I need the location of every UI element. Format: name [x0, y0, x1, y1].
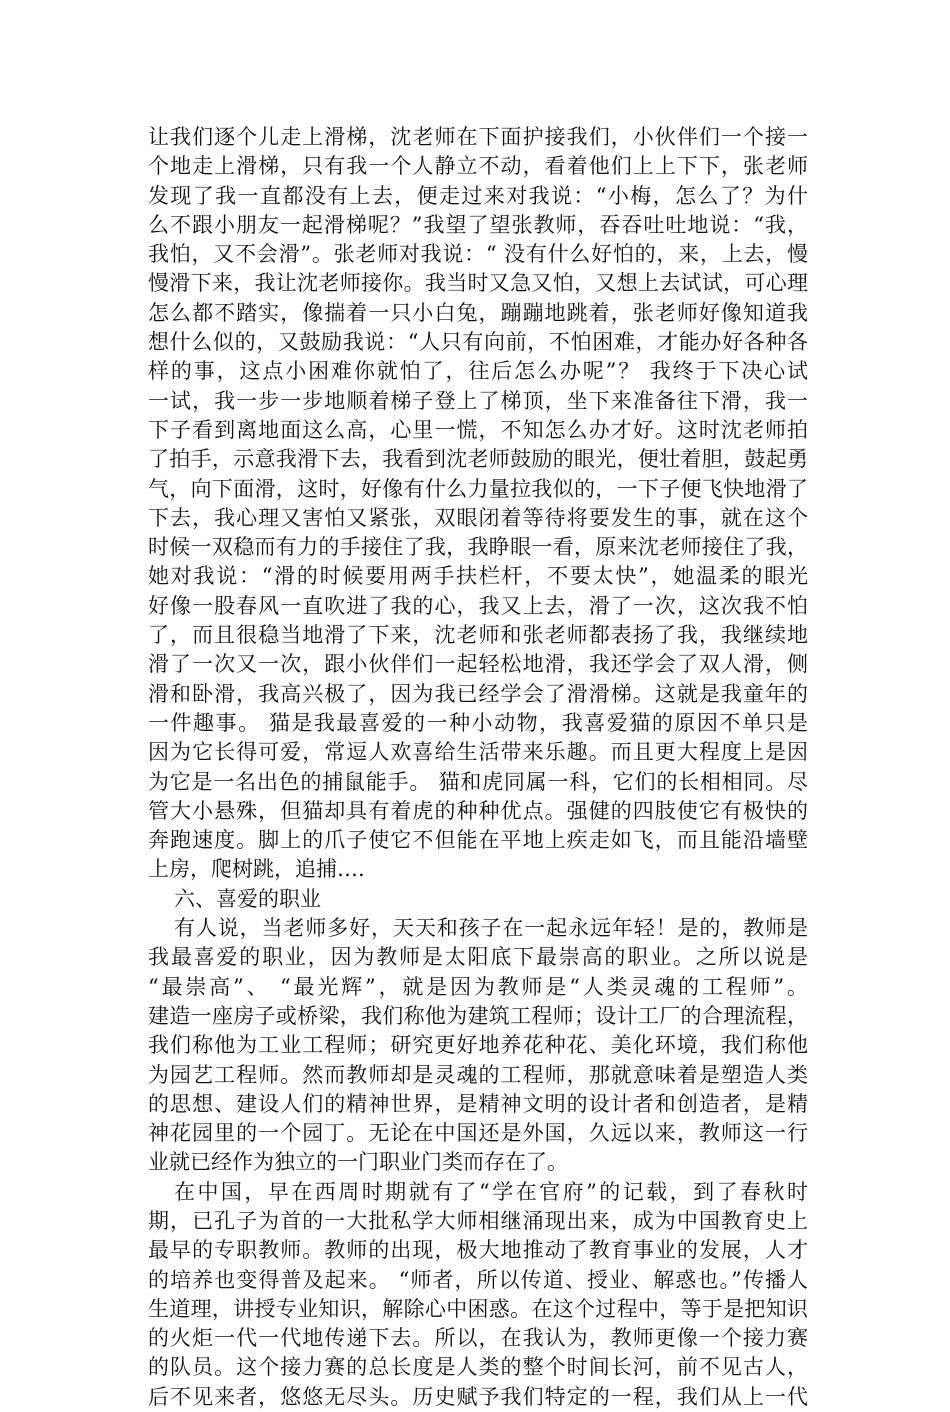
section-heading	[148, 885, 808, 914]
text-line: 的火炬一代一代地传递下去。所以，在我认为，教师更像一个接力赛	[148, 1326, 808, 1351]
text-line: 让我们逐个儿走上滑梯，沈老师在下面护接我们，小伙伴们一个接一	[148, 125, 808, 149]
text-line: 个地走上滑梯，只有我一个人静立不动，看着他们上上下下，张老师	[148, 154, 808, 179]
text-line: 下去，我心理又害怕又紧张，双眼闭着等待将要发生的事，就在这个	[148, 505, 808, 530]
text-line: 奔跑速度。脚上的爪子使它不但能在平地上疾走如飞，而且能沿墙壁	[148, 828, 808, 853]
text-line: 怎么都不踏实，像揣着一只小白兔，蹦蹦地跳着，张老师好像知道我	[148, 300, 808, 325]
text-line: 一试，我一步一步地顺着梯子登上了梯顶，坐下来准备往下滑，我一	[148, 388, 808, 413]
heading-line: 六、喜爱的职业	[174, 886, 321, 911]
text-line: 一件趣事。 猫是我最喜爱的一种小动物，我喜爱猫的原因不单只是	[148, 710, 808, 735]
text-line: 为它是一名出色的捕鼠能手。 猫和虎同属一科，它们的长相相同。尽	[148, 769, 808, 794]
text-line: 建造一座房子或桥梁，我们称他为建筑工程师；设计工厂的合理流程，	[148, 1003, 808, 1028]
text-line: 气，向下面滑，这时，好像有什么力量拉我似的，一下子便飞快地滑了	[148, 476, 808, 501]
text-line: 为园艺工程师。然而教师却是灵魂的工程师，那就意味着是塑造人类	[148, 1062, 808, 1087]
text-line: 的队员。这个接力赛的总长度是人类的整个时间长河，前不见古人，	[148, 1355, 808, 1380]
text-line: 在中国，早在西周时期就有了“学在官府”的记载，到了春秋时	[174, 1179, 808, 1204]
text-line: 管大小悬殊，但猫却具有着虎的种种优点。强健的四肢使它有极快的	[148, 798, 808, 823]
text-line: 了，而且很稳当地滑了下来，沈老师和张老师都表扬了我，我继续地	[148, 623, 808, 648]
text-line: “最崇高”、 “最光辉”，就是因为教师是“人类灵魂的工程师”。	[148, 974, 808, 999]
text-line: 样的事，这点小困难你就怕了，往后怎么办呢”？ 我终于下决心试	[148, 359, 808, 384]
text-line: 后不见来者，悠悠无尽头。历史赋予我们特定的一程，我们从上一代	[148, 1384, 808, 1409]
text-line: 时候一双稳而有力的手接住了我，我睁眼一看，原来沈老师接住了我，	[148, 535, 808, 560]
text-line: 的思想、建设人们的精神世界，是精神文明的设计者和创造者，是精	[148, 1091, 808, 1116]
text-line: 了拍手，示意我滑下去，我看到沈老师鼓励的眼光，便壮着胆，鼓起勇	[148, 447, 808, 472]
paragraph-slide-story	[148, 123, 808, 885]
text-line: 业就已经作为独立的一门职业门类而存在了。	[148, 1150, 568, 1175]
text-line: 期，已孔子为首的一大批私学大师相继涌现出来，成为中国教育史上	[148, 1208, 808, 1233]
paragraph-favorite-profession	[148, 914, 808, 1178]
text-line: 她对我说：“滑的时候要用两手扶栏杆，不要太快”，她温柔的眼光	[148, 564, 808, 589]
text-line: 神花园里的一个园丁。无论在中国还是外国，久远以来，教师这一行	[148, 1121, 808, 1146]
text-line: 我们称他为工业工程师；研究更好地养花种花、美化环境，我们称他	[148, 1033, 808, 1058]
text-line: 我最喜爱的职业，因为教师是太阳底下最崇高的职业。之所以说是	[148, 945, 808, 970]
text-line: 最早的专职教师。教师的出现，极大地推动了教育事业的发展，人才	[148, 1238, 808, 1263]
text-line: 因为它长得可爱，常逗人欢喜给生活带来乐趣。而且更大程度上是因	[148, 740, 808, 765]
text-line: 的培养也变得普及起来。 “师者，所以传道、授业、解惑也。”传播人	[148, 1267, 808, 1292]
text-line: 有人说，当老师多好，天天和孩子在一起永远年轻！是的，教师是	[174, 916, 808, 941]
text-line: 生道理，讲授专业知识，解除心中困惑。在这个过程中，等于是把知识	[148, 1296, 808, 1321]
paragraph-teacher-history	[148, 1178, 808, 1412]
text-line: 慢滑下来，我让沈老师接你。我当时又急又怕，又想上去试试，可心理	[148, 271, 808, 296]
text-line: 想什么似的，又鼓励我说：“人只有向前，不怕困难，才能办好各种各	[148, 330, 808, 355]
text-line: 好像一股春风一直吹进了我的心，我又上去，滑了一次，这次我不怕	[148, 593, 808, 618]
document-body	[148, 123, 808, 1412]
text-line: 滑和卧滑，我高兴极了，因为我已经学会了滑滑梯。这就是我童年的	[148, 681, 808, 706]
text-line: 下子看到离地面这么高，心里一慌，不知怎么办才好。这时沈老师拍	[148, 417, 808, 442]
text-line: 发现了我一直都没有上去，便走过来对我说：“小梅，怎么了？为什	[148, 183, 808, 208]
text-line: 我怕，又不会滑”。张老师对我说：“ 没有什么好怕的，来，上去，慢	[148, 242, 808, 267]
text-line: 上房，爬树跳，追捕….	[148, 857, 365, 882]
text-line: 滑了一次又一次，跟小伙伴们一起轻松地滑，我还学会了双人滑，侧	[148, 652, 808, 677]
text-line: 么不跟小朋友一起滑梯呢？”我望了望张教师，吞吞吐吐地说：“我，	[148, 212, 808, 237]
